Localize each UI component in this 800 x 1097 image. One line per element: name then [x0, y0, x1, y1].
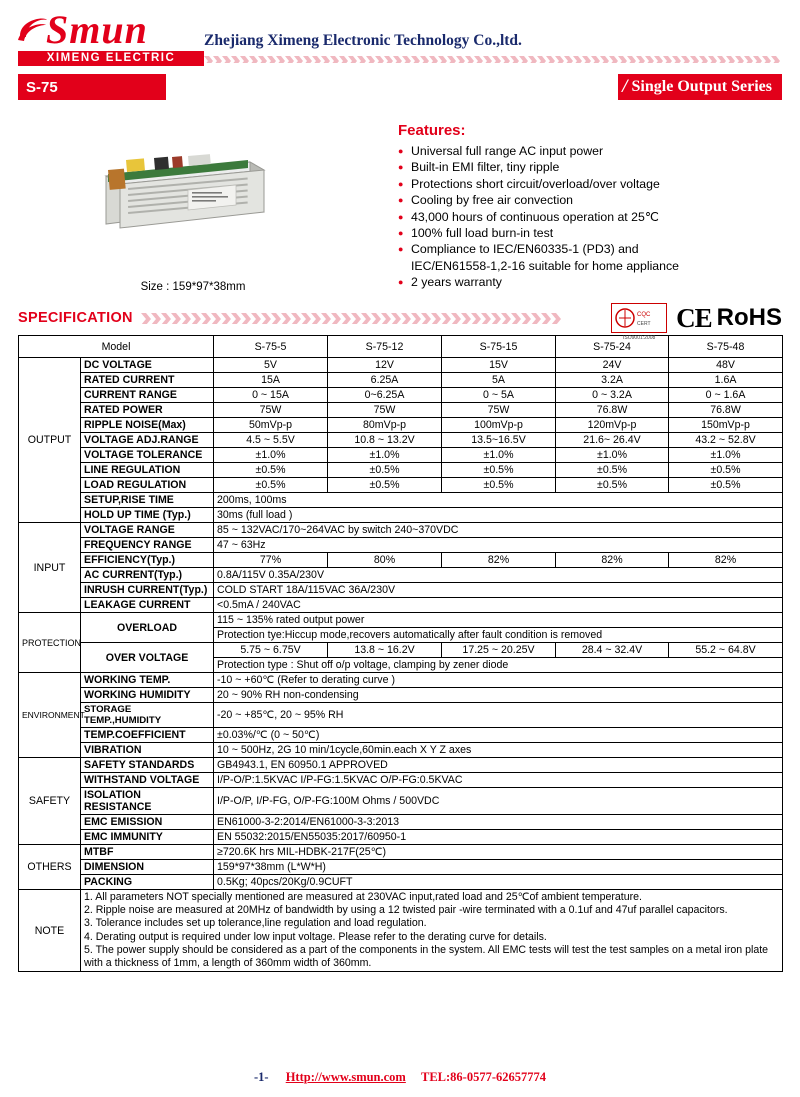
param-label: ISOLATION RESISTANCE — [81, 788, 214, 815]
param-label: DC VOLTAGE — [81, 358, 214, 373]
cell-value: 15A — [214, 373, 328, 388]
model-code: S-75 — [18, 74, 166, 100]
param-label: FREQUENCY RANGE — [81, 538, 214, 553]
param-label: AC CURRENT(Typ.) — [81, 568, 214, 583]
table-row — [19, 418, 783, 433]
param-label: TEMP.COEFFICIENT — [81, 728, 214, 743]
cell-value: ±1.0% — [214, 448, 328, 463]
model-column-header: S-75-48 — [669, 336, 783, 358]
param-label: VOLTAGE TOLERANCE — [81, 448, 214, 463]
table-row — [19, 703, 783, 728]
cell-value: 82% — [442, 553, 556, 568]
cell-value: 77% — [214, 553, 328, 568]
model-column-header: S-75-15 — [442, 336, 556, 358]
swoosh-icon — [18, 14, 48, 42]
param-label: HOLD UP TIME (Typ.) — [81, 508, 214, 523]
model-column-header: S-75-12 — [328, 336, 442, 358]
cell-value: ±0.5% — [556, 463, 669, 478]
logo-wordmark — [18, 7, 204, 52]
param-label: LOAD REGULATION — [81, 478, 214, 493]
table-row — [19, 815, 783, 830]
note-content — [81, 890, 783, 972]
table-row — [19, 433, 783, 448]
table-row — [19, 508, 783, 523]
cell-value: 0 ~ 3.2A — [556, 388, 669, 403]
group-others: OTHERS — [19, 845, 81, 890]
group-input: INPUT — [19, 523, 81, 613]
brand-logo — [18, 7, 204, 66]
cell-value: ±1.0% — [442, 448, 556, 463]
param-label: RIPPLE NOISE(Max) — [81, 418, 214, 433]
website-link[interactable]: Http://www.smun.com — [285, 1070, 406, 1084]
group-protection: PROTECTION — [19, 613, 81, 673]
param-label: DIMENSION — [81, 860, 214, 875]
group-note: NOTE — [19, 890, 81, 972]
cell-value-span: ≥720.6K hrs MIL-HDBK-217F(25℃) — [214, 845, 783, 860]
param-label: CURRENT RANGE — [81, 388, 214, 403]
cell-value: ±1.0% — [669, 448, 783, 463]
titlebar-gap — [166, 74, 618, 100]
feature-item-continuation: IEC/EN61558-1,2-16 suitable for home appliance — [411, 258, 679, 273]
cell-value: ±0.5% — [556, 478, 669, 493]
table-row — [19, 403, 783, 418]
telephone: TEL:86-0577-62657774 — [420, 1070, 546, 1084]
rohs-mark: RoHS — [716, 304, 782, 331]
specification-label: SPECIFICATION — [18, 310, 133, 326]
table-row — [19, 538, 783, 553]
cell-value-span: 200ms, 100ms — [214, 493, 783, 508]
cell-value-span: -10 ~ +60℃ (Refer to derating curve ) — [214, 673, 783, 688]
spec-chevron-divider — [141, 312, 603, 324]
table-row — [19, 860, 783, 875]
cell-value: 120mVp-p — [556, 418, 669, 433]
table-row — [19, 875, 783, 890]
model-column-header: S-75-5 — [214, 336, 328, 358]
model-header: Model — [19, 336, 214, 358]
cell-value-span: Protection tye:Hiccup mode,recovers automatically after fault condition is removed — [214, 628, 783, 643]
table-row — [19, 743, 783, 758]
certification-marks — [611, 302, 782, 341]
cell-value: ±1.0% — [328, 448, 442, 463]
cell-value: 82% — [556, 553, 669, 568]
iso-caption: ISO9001:2008 — [623, 335, 656, 341]
cell-value: 12V — [328, 358, 442, 373]
cell-value: 13.5~16.5V — [442, 433, 556, 448]
table-row — [19, 758, 783, 773]
cell-value: 48V — [669, 358, 783, 373]
feature-item: ● Protections short circuit/overload/over voltage — [398, 176, 782, 192]
cell-value-span: I/P-O/P, I/P-FG, O/P-FG:100M Ohms / 500VDC — [214, 788, 783, 815]
param-label: WORKING TEMP. — [81, 673, 214, 688]
svg-text:CERT: CERT — [637, 321, 651, 327]
series-name-wrap — [618, 74, 782, 100]
group-safety: SAFETY — [19, 758, 81, 845]
cell-value: 13.8 ~ 16.2V — [328, 643, 442, 658]
cell-value: 100mVp-p — [442, 418, 556, 433]
table-row — [19, 448, 783, 463]
features-list — [398, 143, 782, 291]
table-row — [19, 673, 783, 688]
cell-value: 17.25 ~ 20.25V — [442, 643, 556, 658]
note-line: with a thickness of 1mm, a length of 360mm width of 360mm. — [84, 957, 372, 970]
cell-value: 75W — [214, 403, 328, 418]
cell-value: 76.8W — [556, 403, 669, 418]
param-label: OVER VOLTAGE — [81, 643, 214, 673]
table-row — [19, 463, 783, 478]
table-row — [19, 388, 783, 403]
cell-value: 55.2 ~ 64.8V — [669, 643, 783, 658]
cell-value: ±0.5% — [328, 478, 442, 493]
table-row — [19, 598, 783, 613]
table-row — [19, 830, 783, 845]
param-label: VOLTAGE ADJ.RANGE — [81, 433, 214, 448]
cell-value-span: 0.5Kg; 40pcs/20Kg/0.9CUFT — [214, 875, 783, 890]
cell-value-span: GB4943.1, EN 60950.1 APPROVED — [214, 758, 783, 773]
cell-value-span: 115 ~ 135% rated output power — [214, 613, 783, 628]
feature-item: ● 100% full load burn-in test — [398, 225, 782, 241]
cell-value-span: 159*97*38mm (L*W*H) — [214, 860, 783, 875]
cell-value-span: EN 55032:2015/EN55035:2017/60950-1 — [214, 830, 783, 845]
cell-value: 75W — [328, 403, 442, 418]
cell-value: 76.8W — [669, 403, 783, 418]
feature-item: ● Built-in EMI filter, tiny ripple — [398, 159, 782, 175]
cell-value-span: 0.8A/115V 0.35A/230V — [214, 568, 783, 583]
product-image-column — [18, 118, 398, 293]
cell-value: 5V — [214, 358, 328, 373]
cell-value: 28.4 ~ 32.4V — [556, 643, 669, 658]
feature-item: ● Compliance to IEC/EN60335-1 (PD3) and — [398, 241, 782, 257]
table-row — [19, 773, 783, 788]
table-row — [19, 373, 783, 388]
series-title-bar — [18, 74, 782, 100]
table-header-row — [19, 336, 783, 358]
param-label: VIBRATION — [81, 743, 214, 758]
cell-value: 0~6.25A — [328, 388, 442, 403]
ce-mark: CE — [676, 302, 712, 333]
table-row-note — [19, 890, 783, 972]
table-row — [19, 845, 783, 860]
note-line: 4. Derating output is required under low input voltage. Please refer to the derating curve for details. — [84, 930, 547, 943]
param-label: LEAKAGE CURRENT — [81, 598, 214, 613]
feature-item: ● 43,000 hours of continuous operation at 25℃ — [398, 209, 782, 225]
param-label: EMC EMISSION — [81, 815, 214, 830]
cell-value-span: 20 ~ 90% RH non-condensing — [214, 688, 783, 703]
param-label: WITHSTAND VOLTAGE — [81, 773, 214, 788]
specification-table — [18, 335, 783, 972]
param-label: RATED CURRENT — [81, 373, 214, 388]
table-row — [19, 358, 783, 373]
note-line: 3. Tolerance includes set up tolerance,line regulation and load regulation. — [84, 917, 427, 930]
note-line: 1. All parameters NOT specially mentioned are measured at 230VAC input,rated load and 25℃of ambient temperature. — [84, 891, 642, 903]
page-header — [18, 0, 782, 66]
product-photo — [68, 148, 318, 243]
logo-text: Smun — [46, 7, 148, 52]
cell-value: 24V — [556, 358, 669, 373]
cell-value: 6.25A — [328, 373, 442, 388]
iso-certificate-icon — [611, 303, 667, 333]
feature-item: ● Cooling by free air convection — [398, 192, 782, 208]
cell-value: 4.5 ~ 5.5V — [214, 433, 328, 448]
cell-value-span: I/P-O/P:1.5KVAC I/P-FG:1.5KVAC O/P-FG:0.5KVAC — [214, 773, 783, 788]
features-title: Features: — [398, 122, 466, 139]
cell-value: 82% — [669, 553, 783, 568]
feature-item: ● Universal full range AC input power — [398, 143, 782, 159]
cell-value: 150mVp-p — [669, 418, 783, 433]
svg-text:CQC: CQC — [637, 312, 651, 318]
cell-value-span: 85 ~ 132VAC/170~264VAC by switch 240~370VDC — [214, 523, 783, 538]
param-label: EFFICIENCY(Typ.) — [81, 553, 214, 568]
cell-value: 80mVp-p — [328, 418, 442, 433]
cell-value-span: 30ms (full load ) — [214, 508, 783, 523]
param-label: MTBF — [81, 845, 214, 860]
table-row — [19, 613, 783, 628]
cell-value: 0 ~ 1.6A — [669, 388, 783, 403]
cell-value: 21.6~ 26.4V — [556, 433, 669, 448]
table-row — [19, 568, 783, 583]
table-row — [19, 523, 783, 538]
cell-value-span: Protection type : Shut off o/p voltage, clamping by zener diode — [214, 658, 783, 673]
param-label: LINE REGULATION — [81, 463, 214, 478]
cell-value: 43.2 ~ 52.8V — [669, 433, 783, 448]
cell-value: 3.2A — [556, 373, 669, 388]
cell-value-span: 10 ~ 500Hz, 2G 10 min/1cycle,60min.each X Y Z axes — [214, 743, 783, 758]
slash-mark: / — [622, 76, 628, 97]
chevron-divider — [204, 53, 784, 63]
cell-value: ±0.5% — [328, 463, 442, 478]
cell-value-span: EN61000-3-2:2014/EN61000-3-3:2013 — [214, 815, 783, 830]
param-label: OVERLOAD — [81, 613, 214, 643]
table-row — [19, 583, 783, 598]
cell-value: 80% — [328, 553, 442, 568]
group-environment: ENVIRONMENT — [19, 673, 81, 758]
cell-value: 10.8 ~ 13.2V — [328, 433, 442, 448]
cell-value: ±0.5% — [669, 463, 783, 478]
features-column — [398, 118, 782, 293]
table-row — [19, 688, 783, 703]
cell-value-span: <0.5mA / 240VAC — [214, 598, 783, 613]
table-row — [19, 643, 783, 658]
cell-value: ±0.5% — [669, 478, 783, 493]
specification-header — [18, 302, 782, 341]
group-output: OUTPUT — [19, 358, 81, 523]
cell-value: ±0.5% — [442, 463, 556, 478]
cell-value: 0 ~ 15A — [214, 388, 328, 403]
param-label: RATED POWER — [81, 403, 214, 418]
cell-value-span: -20 ~ +85℃, 20 ~ 95% RH — [214, 703, 783, 728]
cell-value: ±1.0% — [556, 448, 669, 463]
cell-value: 50mVp-p — [214, 418, 328, 433]
series-name: Single Output Series — [631, 78, 772, 95]
param-label: SAFETY STANDARDS — [81, 758, 214, 773]
param-label: EMC IMMUNITY — [81, 830, 214, 845]
cell-value: ±0.5% — [214, 463, 328, 478]
table-row — [19, 493, 783, 508]
cell-value-span: COLD START 18A/115VAC 36A/230V — [214, 583, 783, 598]
note-line: 5. The power supply should be considered as a part of the components in the system. All EMC tests will test the test samples on a metal iron plate — [84, 943, 769, 956]
cell-value: ±0.5% — [214, 478, 328, 493]
param-label: WORKING HUMIDITY — [81, 688, 214, 703]
cell-value: 5A — [442, 373, 556, 388]
table-row — [19, 728, 783, 743]
param-label: PACKING — [81, 875, 214, 890]
cell-value-span: ±0.03%/℃ (0 ~ 50℃) — [214, 728, 783, 743]
param-label: INRUSH CURRENT(Typ.) — [81, 583, 214, 598]
intro-section — [18, 118, 782, 293]
cell-value: 5.75 ~ 6.75V — [214, 643, 328, 658]
feature-item: ● 2 years warranty — [398, 274, 782, 290]
cell-value-span: 47 ~ 63Hz — [214, 538, 783, 553]
logo-subtitle: XIMENG ELECTRIC — [18, 51, 204, 66]
cell-value: 0 ~ 5A — [442, 388, 556, 403]
model-column-header: S-75-24 — [556, 336, 669, 358]
page-footer — [0, 1070, 800, 1085]
param-label: SETUP,RISE TIME — [81, 493, 214, 508]
note-line: 2. Ripple noise are measured at 20MHz of bandwidth by using a 12 twisted pair -wire terminated with a 0.1uf and 47uf parallel capacitors. — [84, 904, 728, 917]
cell-value: 1.6A — [669, 373, 783, 388]
page-number: -1- — [254, 1070, 269, 1084]
table-row — [19, 478, 783, 493]
product-size-caption: Size : 159*97*38mm — [140, 281, 246, 293]
cell-value: 15V — [442, 358, 556, 373]
company-name: Zhejiang Ximeng Electronic Technology Co.,ltd. — [204, 32, 522, 49]
table-row — [19, 788, 783, 815]
cell-value: ±0.5% — [442, 478, 556, 493]
table-row — [19, 553, 783, 568]
param-label: VOLTAGE RANGE — [81, 523, 214, 538]
cell-value: 75W — [442, 403, 556, 418]
param-label: STORAGE TEMP.,HUMIDITY — [81, 703, 214, 728]
